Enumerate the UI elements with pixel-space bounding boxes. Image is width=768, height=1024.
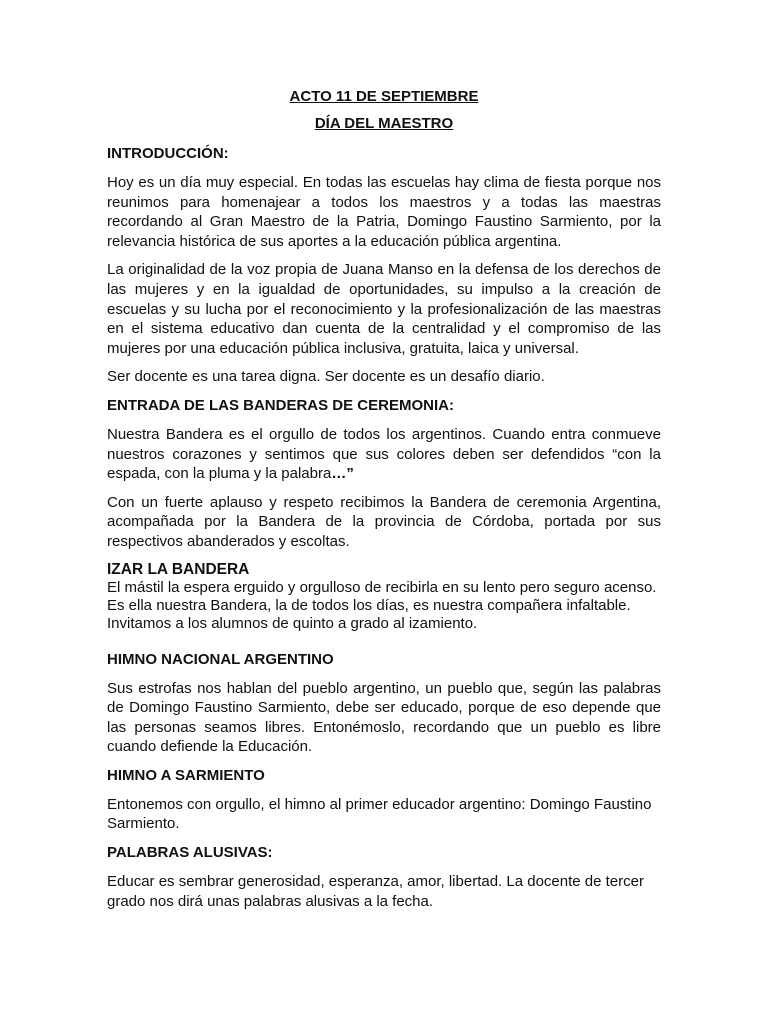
section-himno-nacional [107,650,661,757]
section-himno-sarmiento [107,766,661,834]
paragraph-himno-nacional: Sus estrofas nos hablan del pueblo argentino, un pueblo que, según las palabras de Domingo Faustino Sarmiento, debe ser educado, porque de eso depende que las personas seamos libres. Entonémoslo, recordando que un pueblo es libre cuando defiende la Educación. [107,679,661,756]
document-page [107,88,661,920]
paragraph-entrada-banderas-1-ellipsis: …” [331,465,354,483]
text-line: El mástil la espera erguido y orgulloso de recibirla en su lento pero seguro acenso. [107,578,657,596]
text-line: Invitamos a los alumnos de quinto a grado al izamiento. [107,614,478,632]
document-subtitle: DÍA DEL MAESTRO [314,115,454,132]
section-heading-introduccion: INTRODUCCIÓN: [107,145,229,162]
paragraph-izar-bandera [107,579,661,633]
paragraph-entrada-banderas-1 [107,425,661,484]
section-heading-himno-nacional: HIMNO NACIONAL ARGENTINO [107,650,334,668]
paragraph-introduccion-1: Hoy es un día muy especial. En todas las escuelas hay clima de fiesta porque nos reunimos para homenajear a todos los maestros y a todas las maestras recordando al Gran Maestro de la Patria, Domingo Faustino Sarmiento, por la relevancia histórica de sus aportes a la educación pública argentina. [107,174,661,250]
section-heading-palabras-alusivas: PALABRAS ALUSIVAS: [107,844,273,862]
paragraph-palabras-alusivas: Educar es sembrar generosidad, esperanza, amor, libertad. La docente de tercer grado nos dirá unas palabras alusivas a la fecha. [107,873,644,910]
section-entrada-banderas [107,396,661,552]
section-izar-bandera [107,561,661,633]
section-heading-himno-sarmiento: HIMNO A SARMIENTO [107,766,265,784]
section-heading-entrada-banderas: ENTRADA DE LAS BANDERAS DE CEREMONIA: [107,396,454,414]
paragraph-entrada-banderas-1-text: Nuestra Bandera es el orgullo de todos los argentinos. Cuando entra conmueve nuestros corazones y sentimos que sus colores deben ser defendidos “con la espada, con la pluma y la palabra [107,425,661,483]
document-title: ACTO 11 DE SEPTIEMBRE [289,88,479,105]
paragraph-entrada-banderas-2: Con un fuerte aplauso y respeto recibimos la Bandera de ceremonia Argentina, acompañada por la Bandera de la provincia de Córdoba, portada por sus respectivos abanderados y escoltas. [107,493,661,550]
text-line: Es ella nuestra Bandera, la de todos los días, es nuestra compañera infaltable. [107,596,631,614]
paragraph-himno-sarmiento: Entonemos con orgullo, el himno al primer educador argentino: Domingo Faustino Sarmiento. [107,795,652,833]
section-heading-izar-bandera: IZAR LA BANDERA [107,560,250,578]
paragraph-introduccion-3: Ser docente es una tarea digna. Ser docente es un desafío diario. [107,368,545,386]
section-palabras-alusivas [107,843,661,911]
paragraph-introduccion-2: La originalidad de la voz propia de Juana Manso en la defensa de los derechos de las mujeres y en la igualdad de oportunidades, su impulso a la creación de escuelas y su lucha por el reconocimiento y la profesionalización de las maestras en el sistema educativo dan cuenta de la centralidad y el compromiso de las mujeres por una educación pública inclusiva, gratuita, laica y universal. [107,261,661,357]
section-introduccion [107,144,661,387]
